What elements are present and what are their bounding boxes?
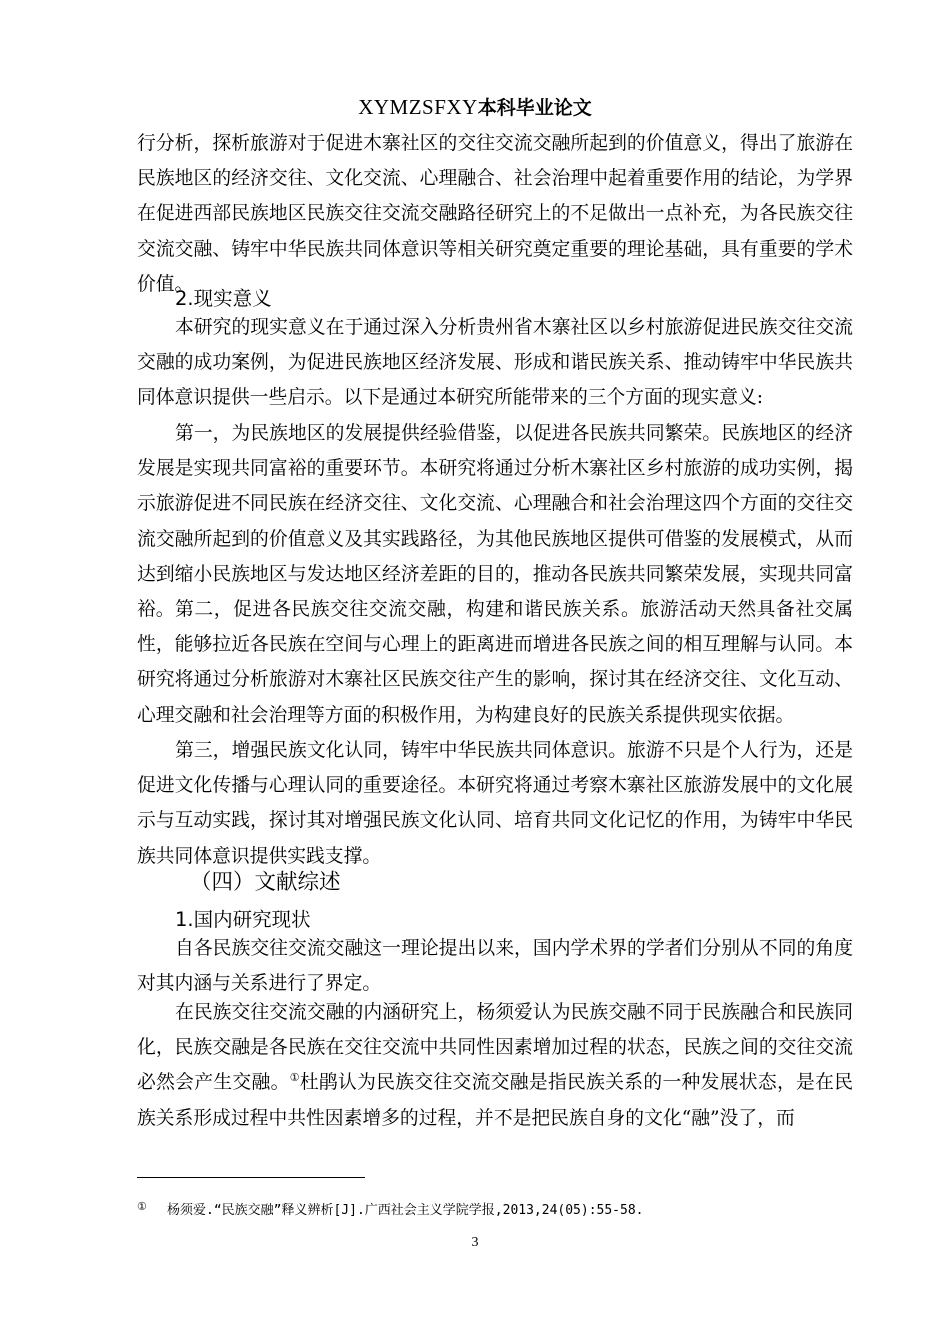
paragraph-practical-4: 第三，增强民族文化认同，铸牢中华民族共同体意识。旅游不只是个人行为，还是促进文化传播与心理认同的重要途径。本研究将通过考察木寨社区旅游发展中的文化展示与互动实践，探讨其对增强民族文化认同、培育共同文化记忆的作用，为铸牢中华民族共同体意识提供实践支撑。 [137,740,853,867]
heading-literature-review: （四）文献综述 [190,870,341,895]
paragraph-domestic-2-part-b: 杜鹃认为民族交往交流交融是指民族关系的一种发展状态，是在民族关系形成过程中共性因素增多的过程，并不是把民族自身的文化“融”没了，而 [137,1072,854,1129]
paragraph-practical-2: 第一，为民族地区的发展提供经验借鉴，以促进各民族共同繁荣。民族地区的经济发展是实现共同富裕的重要环节。本研究将通过分析木寨社区乡村旅游的成功实例，揭示旅游促进不同民族在经济交往、文化交流、心理融合和社会治理这四个方面的交往交流交融所起到的价值意义及其实践路径，为其他民族地区提供可借鉴的发展模式，从而达到缩小民族地区与发达地区经济差距的目的，推动各民族共同繁荣发展，实现共同富裕。 [137,423,853,621]
footnote-reference[interactable]: ① [289,1071,300,1085]
paragraph-practical-1: 本研究的现实意义在于通过深入分析贵州省木寨社区以乡村旅游促进民族交往交流交融的成功案例，为促进民族地区经济发展、形成和谐民族关系、推动铸牢中华民族共同体意识提供一些启示。以下是通过本研究所能带来的三个方面的现实意义: [137,317,853,409]
paragraph-domestic-2-part-a: 在民族交往交流交融的内涵研究上，杨须爱认为民族交融不同于民族融合和民族同化，民族交融是各民族在交往交流中共同性因素增加过程的状态，民族之间的交往交流必然会产生交融。 [137,1002,853,1094]
page-number: 3 [471,1235,479,1250]
footnote-mark: ① [137,1200,147,1213]
heading-practical-significance: 2.现实意义 [175,287,272,310]
paragraph-domestic-1: 自各民族交往交流交融这一理论提出以来，国内学术界的学者们分别从不同的角度对其内涵与关系进行了界定。 [137,938,853,995]
paragraph-intro: 行分析，探析旅游对于促进木寨社区的交往交流交融所起到的价值意义，得出了旅游在民族地区的经济交往、文化交流、心理融合、社会治理中起着重要作用的结论，为学界在促进西部民族地区民族交往交流交融路径研究上的不足做出一点补充，为各民族交往交流交融、铸牢中华民族共同体意识等相关研究奠定重要的理论基础，具有重要的学术价值。 [137,133,853,295]
header-title: 本科毕业论文 [477,97,592,119]
paragraph-practical-3: 第二，促进各民族交往交流交融，构建和谐民族关系。旅游活动天然具备社交属性，能够拉近各民族在空间与心理上的距离进而增进各民族之间的相互理解与认同。本研究将通过分析旅游对木寨社区民族交往产生的影响，探讨其在经济交往、文化互动、心理交融和社会治理等方面的积极作用，为构建良好的民族关系提供现实依据。 [137,599,853,726]
footnote-separator [137,1177,365,1178]
heading-domestic-research: 1.国内研究现状 [175,908,311,931]
footnote [137,1196,853,1222]
header-latin-text: XYMZSFXY [358,95,478,119]
page-header [0,92,950,123]
paragraph-domestic-2 [137,995,853,1136]
footnote-text: 杨须爱.“民族交融”释义辨析[J].广西社会主义学院学报,2013,24(05):55-58. [167,1203,644,1218]
